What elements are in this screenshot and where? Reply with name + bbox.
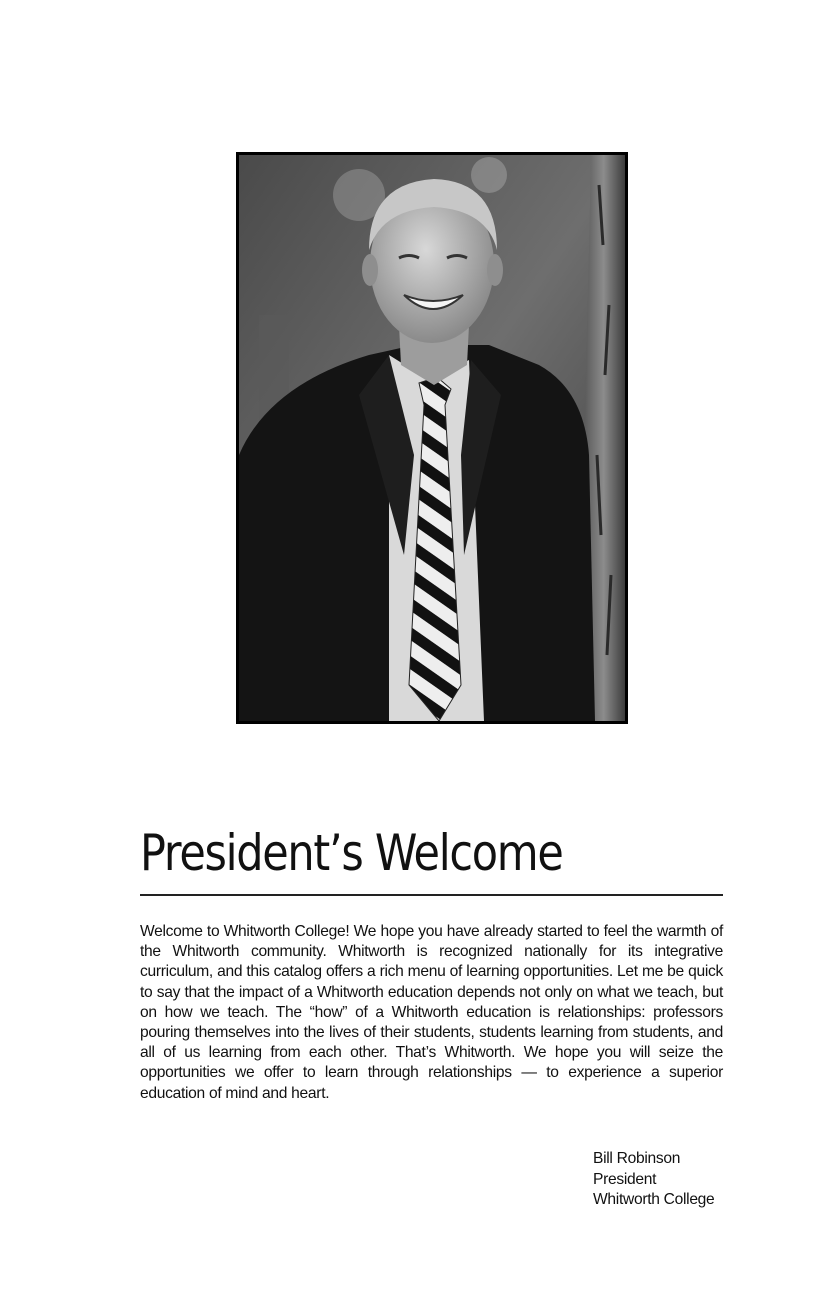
welcome-paragraph: Welcome to Whitworth College! We hope you have already started to feel the warmth of the Whitworth community. Whitworth is recognized nationally for its integrative curriculum, and this catalog offers a rich menu of learning opportunities. Let me be quick to say that the impact of a Whitworth education depends not only on what we teach, but on how we teach. The “how” of a Whitworth education is relationships: professors pouring themselves into the lives of their students, students learning from students, and all of us learning from each other. That’s Whitworth. We hope you will seize the opportunities we offer to learn through relationships — to experience a superior education of mind and heart. xyxy=(140,923,723,1102)
signature-name: Bill Robinson xyxy=(593,1150,681,1167)
title-divider xyxy=(140,894,723,896)
president-portrait-photo xyxy=(236,152,628,724)
portrait-image xyxy=(239,155,625,721)
signature-role: President xyxy=(593,1170,657,1188)
page-title: President’s Welcome xyxy=(140,824,563,882)
signature-organization: Whitworth College xyxy=(593,1191,715,1208)
signature-block xyxy=(593,1149,714,1211)
